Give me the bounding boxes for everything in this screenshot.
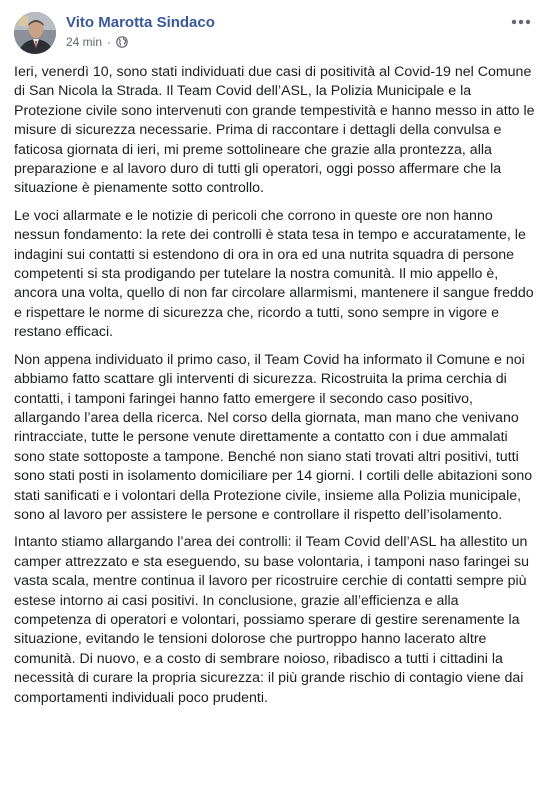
more-options-button[interactable] [508,12,534,32]
post-header [14,12,534,56]
globe-icon[interactable] [116,36,128,48]
more-options-icon [511,19,531,25]
author-avatar[interactable] [14,12,56,54]
post-paragraph: Non appena individuato il primo caso, il Team Covid ha informato il Comune e noi abbiamo fatto scattare gli interventi di sicurezza. Ricostruita la prima cerchia di contatti, i tamponi faringei hanno fatto emergere il secondo caso positivo, allargando l’area della ricerca. Nel corso della giornata, man mano che venivano rintracciate, tutte le persone venute direttamente a contatto con i due ammalati sono state sottoposte a tampone. Benché non siano stati trovati altri positivi, tutti sono stati posti in isolamento domiciliare per 14 giorni. I cortili delle abitazioni sono stati sanificati e i volontari della Protezione civile, insieme alla Polizia municipale, sono al lavoro per assistere le persone e controllare il rispetto dell’isolamento. [14,351,533,523]
post-paragraph: Le voci allarmate e le notizie di pericoli che corrono in queste ore non hanno nessun fondamento: la rete dei controlli è stata tesa in tempo e accuratamente, le indagini sui contatti si estendono di ora in ora ed una nutrita squadra di persone competenti si sta prodigando per tutelare la nostra comunità. Il mio appello è, ancora una volta, quello di non far circolare allarmismi, mantenere il sangue freddo e rispettare le norme di sicurezza che, ricordo a tutti, sono sempre in vigore e restano efficaci. [14,207,534,341]
post-timestamp[interactable]: 24 min [66,35,103,49]
author-block [66,13,215,50]
post-body [14,63,536,716]
meta-separator: · [107,35,112,49]
post-paragraph: Intanto stiamo allargando l’area dei controlli: il Team Covid dell’ASL ha allestito un camper attrezzato e sta eseguendo, su base volontaria, i tamponi naso faringei su vasta scala, mentre continua il lavoro per ricostruire cerchie di contatti sempre più estese intorno ai casi positivi. In conclusione, grazie all’efficienza e alla competenza di operatori e volontari, possiamo sperare di gestire serenamente la situazione, evitando le tensioni dolorose che purtroppo hanno lacerato altre comunità. Di nuovo, e a costo di sembrare noioso, ribadisco a tutti i cittadini la necessità di curare la propria sicurezza: il più grande rischio di contagio viene dai comportamenti individuali poco prudenti. [14,534,529,706]
post-meta [66,34,215,50]
avatar-photo [14,12,56,54]
author-name-link[interactable]: Vito Marotta Sindaco [66,14,215,31]
post-paragraph: Ieri, venerdì 10, sono stati individuati due casi di positività al Covid-19 nel Comune di San Nicola la Strada. Il Team Covid dell’ASL, la Polizia Municipale e la Protezione civile sono intervenuti con grande tempestività e hanno messo in atto le misure di sicurezza necessarie. Prima di raccontare i dettagli della convulsa e faticosa giornata di ieri, mi preme sottolineare che grazie alla prontezza, alla preparazione e al lavoro duro di tutti gli operatori, oggi posso affermare che la situazione è pienamente sotto controllo. [14,64,535,197]
